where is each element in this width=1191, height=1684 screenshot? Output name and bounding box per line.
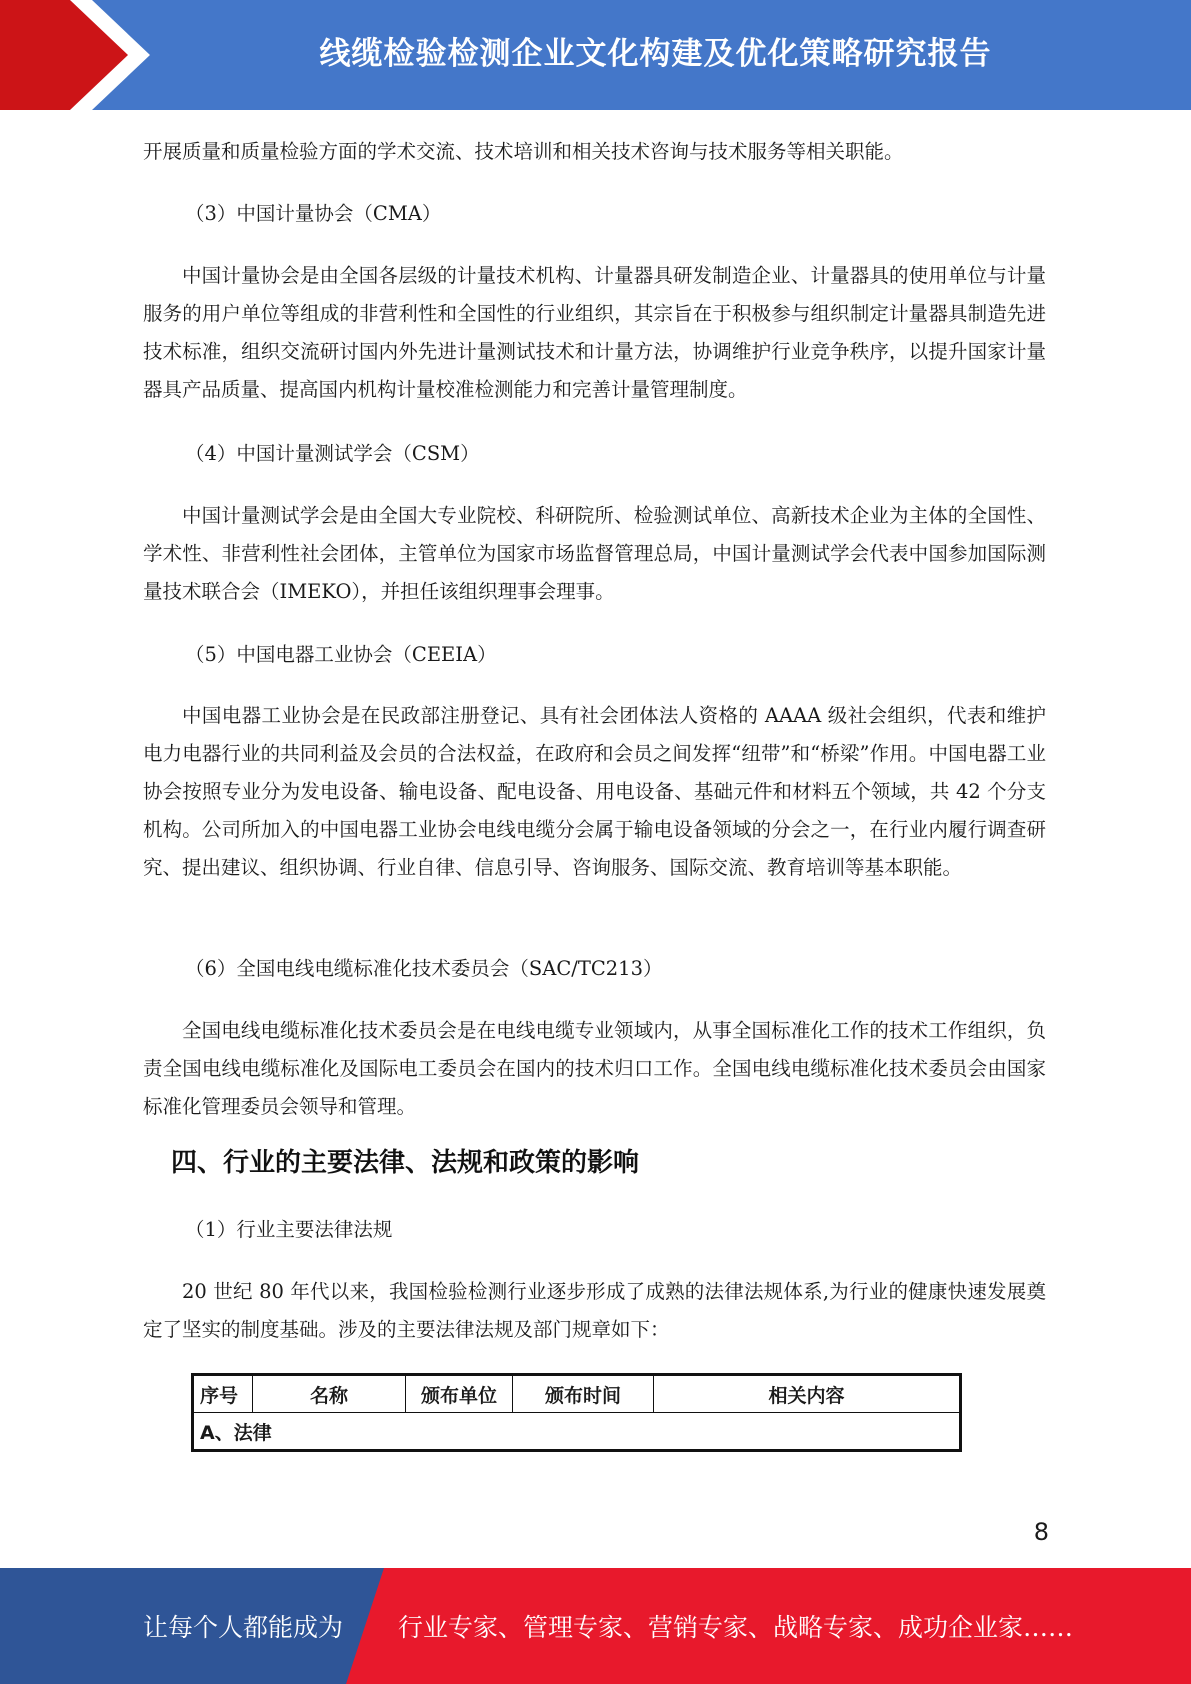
subheading-laws: （1）行业主要法律法规 [185,1218,393,1241]
footer-slogan-left: 让每个人都能成为 [143,1613,344,1642]
table-header-content: 相关内容 [654,1375,961,1413]
table-header-date: 颁布时间 [513,1375,654,1413]
table-header-row [193,1375,961,1413]
paragraph-continuation: 开展质量和质量检验方面的学术交流、技术培训和相关技术咨询与技术服务等相关职能。 [143,140,904,163]
subheading-cma: （3）中国计量协会（CMA） [185,202,442,225]
header-title: 线缆检验检测企业文化构建及优化策略研究报告 [319,35,992,72]
table-header-issuer: 颁布单位 [406,1375,513,1413]
table-header-index: 序号 [193,1375,253,1413]
section-heading-4: 四、行业的主要法律、法规和政策的影响 [171,1148,640,1178]
laws-table [191,1373,962,1452]
paragraph-sac-tc213: 全国电线电缆标准化技术委员会是在电线电缆专业领域内，从事全国标准化工作的技术工作组织，负责全国电线电缆标准化及国际电工委员会在国内的技术归口工作。全国电线电缆标准化技术委员会由国家标准化管理委员会领导和管理。 [143,1019,1046,1118]
paragraph-ceeia: 中国电器工业协会是在民政部注册登记、具有社会团体法人资格的 AAAA 级社会组织，代表和维护电力电器行业的共同利益及会员的合法权益，在政府和会员之间发挥“纽带”和“桥梁”作用。中国电器工业协会按照专业分为发电设备、输电设备、配电设备、用电设备、基础元件和材料五个领域，共 42 个分支机构。公司所加入的中国电器工业协会电线电缆分会属于输电设备领域的分会之一，在行业内履行调查研究、提出建议、组织协调、行业自律、信息引导、咨询服务、国际交流、教育培训等基本职能。 [143,704,1046,879]
paragraph-laws: 20 世纪 80 年代以来，我国检验检测行业逐步形成了成熟的法律法规体系,为行业的健康快速发展奠定了坚实的制度基础。涉及的主要法律法规及部门规章如下： [143,1280,1046,1341]
paragraph-csm: 中国计量测试学会是由全国大专业院校、科研院所、检验测试单位、高新技术企业为主体的全国性、学术性、非营利性社会团体，主管单位为国家市场监督管理总局，中国计量测试学会代表中国参加国际测量技术联合会（IMEKO），并担任该组织理事会理事。 [143,504,1046,603]
page-footer [0,1568,1191,1684]
page-number: 8 [1033,1518,1049,1546]
page-header [0,0,1191,110]
table-section-row-laws: A、法律 [193,1413,961,1451]
subheading-ceeia: （5）中国电器工业协会（CEEIA） [185,643,497,666]
paragraph-cma: 中国计量协会是由全国各层级的计量技术机构、计量器具研发制造企业、计量器具的使用单位与计量服务的用户单位等组成的非营利性和全国性的行业组织，其宗旨在于积极参与组织制定计量器具制造先进技术标准，组织交流研讨国内外先进计量测试技术和计量方法，协调维护行业竞争秩序，以提升国家计量器具产品质量、提高国内机构计量校准检测能力和完善计量管理制度。 [143,264,1046,401]
table-header-name: 名称 [253,1375,406,1413]
footer-slogan-right: 行业专家、管理专家、营销专家、战略专家、成功企业家…… [398,1613,1074,1642]
subheading-csm: （4）中国计量测试学会（CSM） [185,442,480,465]
subheading-sac-tc213: （6）全国电线电缆标准化技术委员会（SAC/TC213） [185,957,663,980]
table-row [193,1413,961,1451]
